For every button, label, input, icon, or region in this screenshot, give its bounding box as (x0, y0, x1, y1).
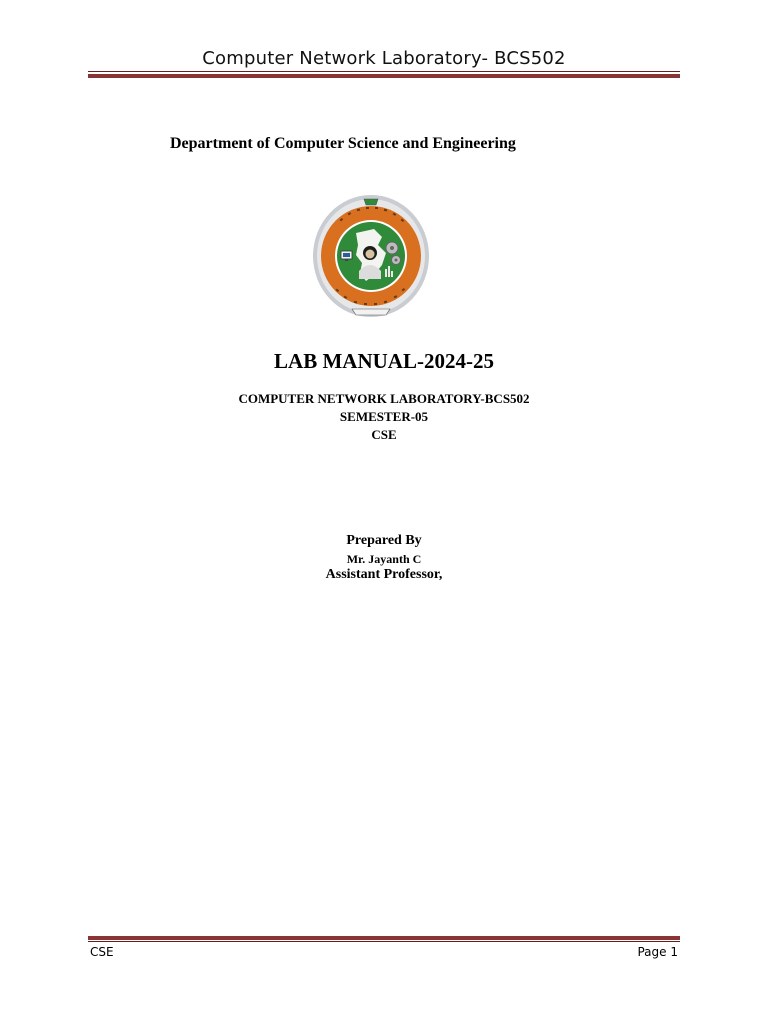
footer-rule-thick (88, 936, 680, 940)
course-title: COMPUTER NETWORK LABORATORY-BCS502 (238, 391, 530, 406)
footer-rule-thin (88, 941, 680, 942)
header-rule-thick (88, 74, 680, 78)
header-rule-thin (88, 71, 680, 72)
seal-crest (364, 199, 378, 205)
page-label: Page (637, 945, 667, 959)
department-heading: Department of Computer Science and Engineering (170, 135, 516, 152)
author-name: Mr. Jayanth C (346, 552, 422, 566)
prepared-by-label: Prepared By (346, 533, 422, 548)
branch-label: CSE (371, 427, 397, 442)
header-title: Computer Network Laboratory- BCS502 (202, 48, 566, 69)
footer-department: CSE (90, 945, 114, 959)
seal-bottom-banner (352, 309, 390, 315)
page-number: 1 (670, 945, 678, 959)
author-designation: Assistant Professor, (325, 567, 443, 582)
lab-manual-title: LAB MANUAL-2024-25 (274, 349, 494, 373)
university-seal-logo (312, 193, 430, 319)
semester-label: SEMESTER-05 (339, 409, 429, 424)
footer-page-indicator (637, 945, 678, 959)
